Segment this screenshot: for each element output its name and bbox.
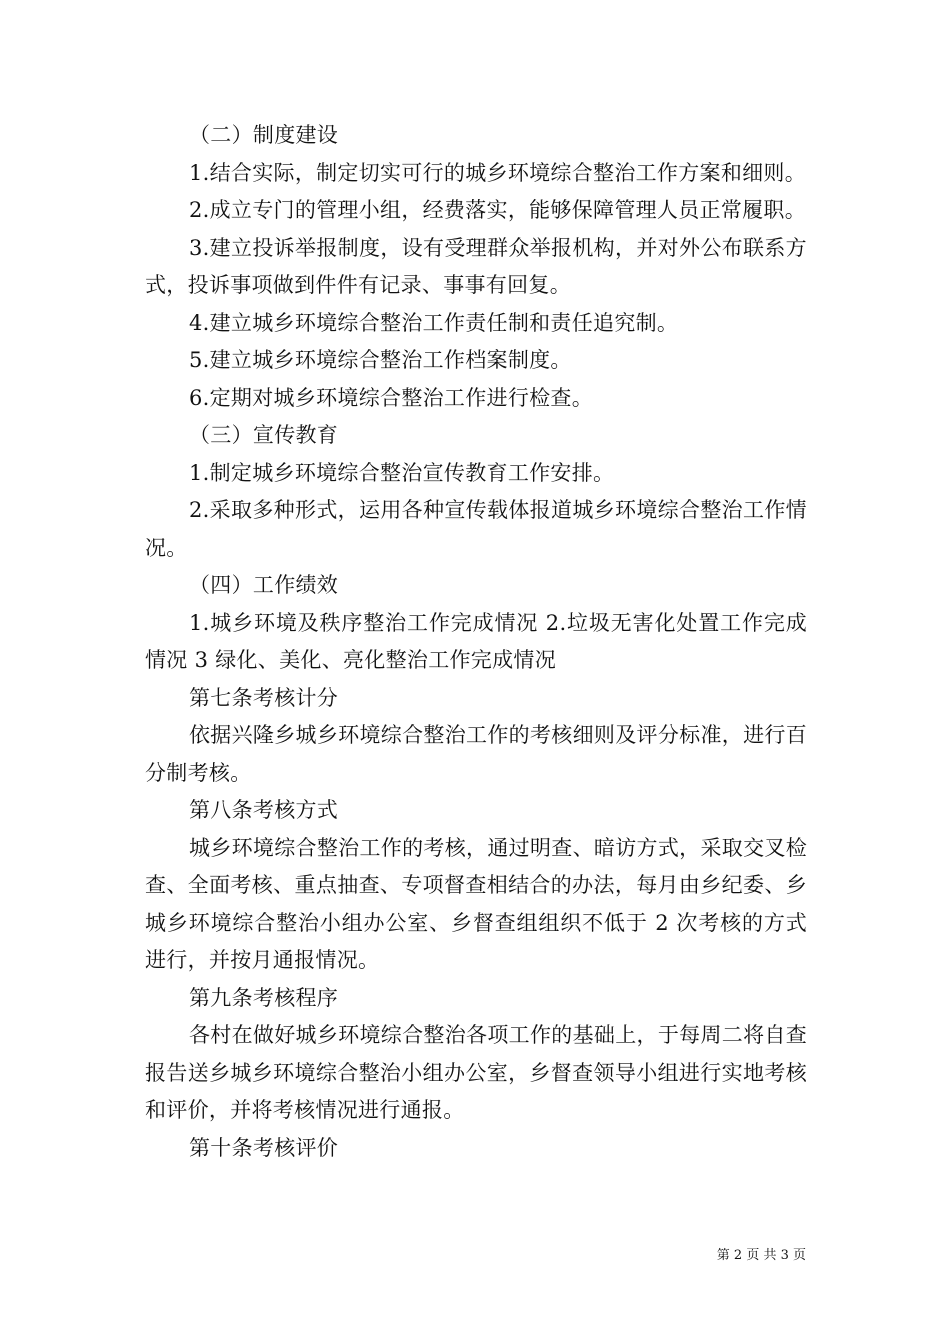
body-paragraph: 6.定期对城乡环境综合整治工作进行检查。 <box>189 385 594 410</box>
article-heading: 第七条考核计分 <box>189 685 339 710</box>
body-paragraph: 各村在做好城乡环境综合整治各项工作的基础上，于每周二将自查报告送乡城乡环境综合整治小组办公室，乡督查领导小组进行实地考核和评价，并将考核情况进行通报。 <box>145 1023 807 1122</box>
section-heading: （四）工作绩效 <box>189 573 339 597</box>
body-paragraph: 5.建立城乡环境综合整治工作档案制度。 <box>189 348 572 372</box>
article-heading: 第九条考核程序 <box>189 985 339 1010</box>
body-paragraph: 2.成立专门的管理小组，经费落实，能够保障管理人员正常履职。 <box>189 198 807 222</box>
article-heading: 第十条考核评价 <box>189 1135 339 1160</box>
body-paragraph: 2.采取多种形式，运用各种宣传载体报道城乡环境综合整治工作情况。 <box>145 498 807 560</box>
body-paragraph: 4.建立城乡环境综合整治工作责任制和责任追究制。 <box>189 310 679 335</box>
article-heading: 第八条考核方式 <box>189 798 339 822</box>
body-paragraph: 1.结合实际，制定切实可行的城乡环境综合整治工作方案和细则。 <box>189 160 807 185</box>
body-paragraph: 城乡环境综合整治工作的考核，通过明查、暗访方式，采取交叉检查、全面考核、重点抽查、专项督查相结合的办法，每月由乡纪委、乡城乡环境综合整治小组办公室、乡督查组组织不低于 2 次考核的方式进行，并按月通报情况。 <box>145 835 807 972</box>
body-paragraph: 依据兴隆乡城乡环境综合整治工作的考核细则及评分标准，进行百分制考核。 <box>145 723 807 785</box>
section-heading: （三）宣传教育 <box>189 423 339 447</box>
body-paragraph: 1.城乡环境及秩序整治工作完成情况 2.垃圾无害化处置工作完成情况 3 绿化、美化、亮化整治工作完成情况 <box>145 610 807 672</box>
section-heading: （二）制度建设 <box>189 123 339 147</box>
body-paragraph: 1.制定城乡环境综合整治宣传教育工作安排。 <box>189 460 615 485</box>
page-number: 第 2 页 共 3 页 <box>716 1248 806 1263</box>
document-body <box>145 117 807 1167</box>
body-paragraph: 3.建立投诉举报制度，设有受理群众举报机构，并对外公布联系方式，投诉事项做到件件有记录、事事有回复。 <box>145 235 807 297</box>
